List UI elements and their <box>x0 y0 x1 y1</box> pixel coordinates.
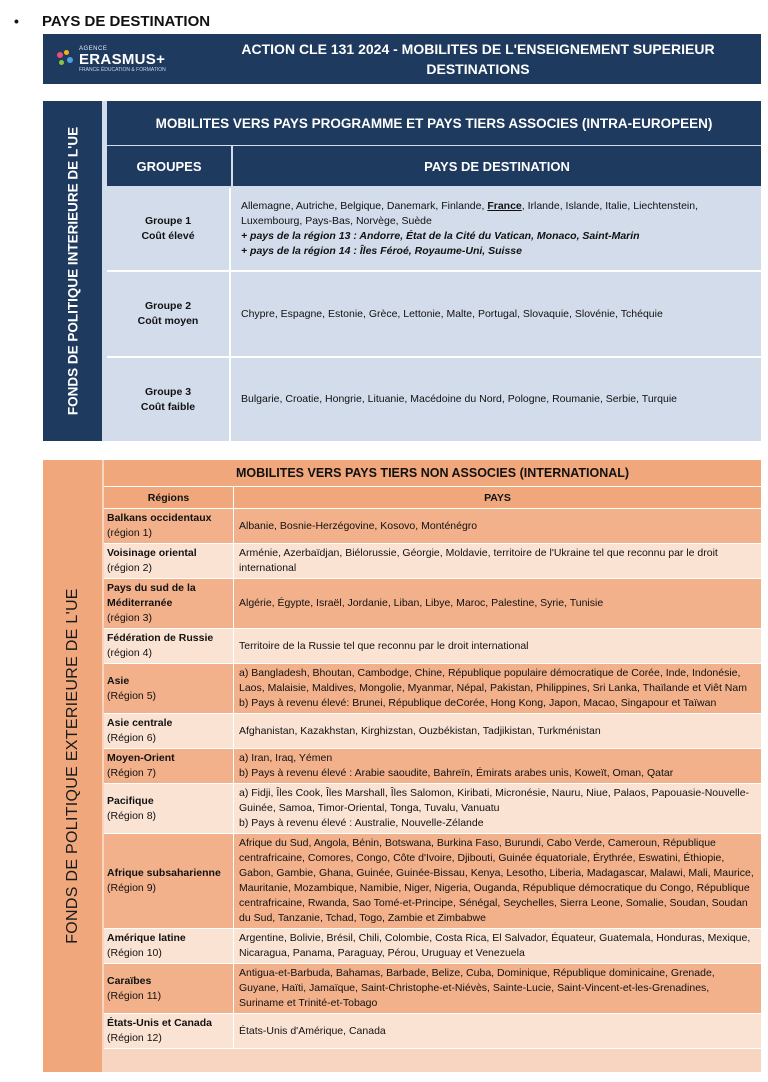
section-heading-text: PAYS DE DESTINATION <box>42 12 211 30</box>
region-countries-cell <box>234 664 761 713</box>
external-policy-side-label: FONDS DE POLITIQUE EXTERIEURE DE L'UE <box>63 588 81 944</box>
region-cell <box>104 544 234 578</box>
group-row <box>107 272 761 358</box>
region-name: États-Unis et Canada <box>107 1017 213 1029</box>
region-row <box>104 714 761 749</box>
region-countries-cell <box>234 714 761 748</box>
region-name: Moyen-Orient <box>107 752 175 764</box>
region-countries: Argentine, Bolivie, Brésil, Chili, Colombie, Costa Rica, El Salvador, Équateur, Guatemala, Honduras, Mexique, Nicaragua, Panama, Paraguay, Pérou, Uruguay et Venezuela <box>239 932 751 959</box>
regions-column-header: Régions <box>104 487 234 508</box>
groups-column-header: GROUPES <box>107 146 231 186</box>
group-cost: Coût faible <box>140 400 196 413</box>
region-countries: b) Pays à revenu élevé: Brunei, République deCorée, Hong Kong, Japon, Macao, Singapour et Taïwan <box>239 697 717 709</box>
region-countries-cell <box>234 929 761 963</box>
region-number: (Région 10) <box>107 947 162 959</box>
international-table <box>104 460 761 1049</box>
banner-title-line2: DESTINATIONS <box>426 61 530 77</box>
region-number: (région 3) <box>107 612 152 624</box>
region-countries-cell <box>234 509 761 543</box>
region-number: (Région 8) <box>107 809 157 822</box>
region-name: Caraïbes <box>107 974 152 987</box>
region-row <box>104 629 761 664</box>
group-cell <box>107 188 231 270</box>
region-countries: Afghanistan, Kazakhstan, Kirghizstan, Ouzbékistan, Tadjikistan, Turkménistan <box>239 724 601 737</box>
region-cell <box>104 664 234 713</box>
intra-european-title: MOBILITES VERS PAYS PROGRAMME ET PAYS TIERS ASSOCIES (INTRA-EUROPEEN) <box>107 101 761 145</box>
region-countries-cell <box>234 544 761 578</box>
region-cell <box>104 509 234 543</box>
region-countries: Antigua-et-Barbuda, Bahamas, Barbade, Belize, Cuba, Dominique, République dominicaine, Grenade, Guyane, Haïti, Jamaïque, Saint-Christophe-et-Niévès, Sainte-Lucie, Saint-Vincent-et-les-Grenadines, Suriname et Trinité-et-Tobago <box>239 967 715 1009</box>
internal-policy-side-bar <box>43 101 102 441</box>
logo-sub-text: FRANCE ÉDUCATION & FORMATION <box>79 66 166 73</box>
banner-title <box>203 39 761 79</box>
region-countries: a) Fidji, Îles Cook, Îles Marshall, Îles Salomon, Kiribati, Micronésie, Nauru, Niue, Palaos, Papouasie-Nouvelle-Guinée, Samoa, Timor-Oriental, Tonga, Tuvalu, Vanuatu <box>239 787 750 814</box>
region-name: Fédération de Russie <box>107 632 214 644</box>
international-header-row <box>104 487 761 509</box>
region-row <box>104 964 761 1014</box>
region-14-note: + pays de la région 14 : Îles Féroé, Royaume-Uni, Suisse <box>241 245 522 257</box>
region-countries-cell <box>234 784 761 833</box>
group-cell <box>107 272 231 356</box>
region-cell <box>104 929 234 963</box>
group-countries: Bulgarie, Croatie, Hongrie, Lituanie, Macédoine du Nord, Pologne, Roumanie, Serbie, Turquie <box>241 393 678 405</box>
countries-cell <box>231 272 761 356</box>
region-row <box>104 664 761 714</box>
group-countries: Chypre, Espagne, Estonie, Grèce, Lettonie, Malte, Portugal, Slovaquie, Slovénie, Tchéquie <box>241 307 663 320</box>
group-row <box>107 188 761 272</box>
logo-name-text: ERASMUS+ <box>79 50 166 68</box>
group-cell <box>107 358 231 441</box>
countries-cell <box>231 358 761 441</box>
bullet: • <box>14 13 19 29</box>
region-number: (région 1) <box>107 527 152 539</box>
erasmus-star-icon <box>55 49 75 69</box>
destination-column-header: PAYS DE DESTINATION <box>233 146 761 186</box>
region-number: (Région 5) <box>107 689 157 702</box>
countries-cell <box>231 188 761 270</box>
region-countries-cell <box>234 749 761 783</box>
region-name: Pays du sud de la Méditerranée <box>107 582 196 609</box>
region-row <box>104 1014 761 1049</box>
erasmus-banner <box>43 34 761 84</box>
group-label: Groupe 1 <box>144 215 192 227</box>
region-countries: a) Bangladesh, Bhoutan, Cambodge, Chine, République populaire démocratique de Corée, Inde, Indonésie, Laos, Malaisie, Maldives, Mongolie, Myanmar, Népal, Pakistan, Philippines, Sri Lanka, Thaïlande et Viêt Nam <box>239 667 747 694</box>
region-name: Afrique subsaharienne <box>107 867 221 879</box>
group-label: Groupe 2 <box>144 300 192 312</box>
region-countries: Albanie, Bosnie-Herzégovine, Kosovo, Monténégro <box>239 519 478 532</box>
region-number: (Région 11) <box>107 989 162 1002</box>
region-countries: États-Unis d'Amérique, Canada <box>239 1024 386 1037</box>
region-row <box>104 929 761 964</box>
group-countries: Allemagne, Autriche, Belgique, Danemark, Finlande, France, Irlande, Islande, Italie, Liechtenstein, Luxembourg, Pays-Bas, Norvège, Suède <box>241 200 699 227</box>
region-number: (Région 9) <box>107 882 157 894</box>
internal-policy-section <box>43 101 761 441</box>
region-row <box>104 509 761 544</box>
region-cell <box>104 834 234 928</box>
region-name: Pacifique <box>107 794 154 807</box>
region-countries: Arménie, Azerbaïdjan, Biélorussie, Géorgie, Moldavie, territoire de l'Ukraine tel que reconnu par le droit international <box>239 547 718 574</box>
region-name: Asie centrale <box>107 717 173 729</box>
external-policy-section <box>43 460 761 1072</box>
erasmus-logo <box>43 34 203 84</box>
region-number: (région 4) <box>107 647 152 659</box>
region-cell <box>104 749 234 783</box>
region-name: Asie <box>107 674 130 687</box>
region-countries: a) Iran, Iraq, Yémen <box>239 752 333 764</box>
international-title: MOBILITES VERS PAYS TIERS NON ASSOCIES (INTERNATIONAL) <box>104 460 761 487</box>
countries-column-header: PAYS <box>484 491 511 504</box>
group-cost: Coût élevé <box>141 230 195 242</box>
region-countries-cell <box>234 1014 761 1048</box>
region-cell <box>104 714 234 748</box>
region-name: Balkans occidentaux <box>107 512 212 524</box>
external-policy-side-bar <box>43 460 102 1072</box>
region-countries: b) Pays à revenu élevé : Arabie saoudite, Bahreïn, Émirats arabes unis, Koweït, Oman, Qatar <box>239 767 674 779</box>
region-countries: Territoire de la Russie tel que reconnu par le droit international <box>239 639 529 652</box>
region-number: (région 2) <box>107 562 152 574</box>
region-cell <box>104 784 234 833</box>
region-row <box>104 544 761 579</box>
logo-agency-text: AGENCE <box>79 45 108 52</box>
region-row <box>104 834 761 929</box>
group-row <box>107 358 761 441</box>
region-cell <box>104 964 234 1013</box>
section-heading <box>14 8 210 34</box>
region-13-note: + pays de la région 13 : Andorre, État de la Cité du Vatican, Monaco, Saint-Marin <box>241 230 640 242</box>
region-cell <box>104 1014 234 1048</box>
region-cell <box>104 629 234 663</box>
region-countries: Afrique du Sud, Angola, Bénin, Botswana, Burkina Faso, Burundi, Cabo Verde, Cameroun, République centrafricaine, Comores, Congo, Côte d'Ivoire, Djibouti, Guinée équatoriale, Érythrée, Eswatini, Éthiopie, Gabon, Gambie, Ghana, Guinée, Guinée-Bissau, Kenya, Lesotho, Liberia, Madagascar, Malawi, Mali, Maurice, Mauritanie, Mozambique, Namibie, Niger, Nigeria, Ouganda, République démocratique du Congo, République centrafricaine, Rwanda, Sao Tomé-et-Principe, Sénégal, Seychelles, Sierra Leone, Somalie, Soudan, Soudan du Sud, Tanzanie, Tchad, Togo, Zambie et Zimbabwe <box>239 837 754 924</box>
group-label: Groupe 3 <box>144 385 192 398</box>
region-cell <box>104 579 234 628</box>
region-number: (Région 7) <box>107 767 157 779</box>
region-countries-cell <box>234 834 761 928</box>
region-name: Voisinage oriental <box>107 547 197 559</box>
region-countries: Algérie, Égypte, Israël, Jordanie, Liban, Libye, Maroc, Palestine, Syrie, Tunisie <box>239 597 604 609</box>
france-highlight: France <box>487 200 522 212</box>
region-number: (Région 6) <box>107 732 157 744</box>
region-row <box>104 579 761 629</box>
region-name: Amérique latine <box>107 932 186 944</box>
region-rows <box>104 509 761 1049</box>
group-cost: Coût moyen <box>137 315 199 327</box>
banner-title-line1: ACTION CLE 131 2024 - MOBILITES DE L'ENSEIGNEMENT SUPERIEUR <box>241 41 715 57</box>
region-countries-cell <box>234 629 761 663</box>
region-number: (Région 12) <box>107 1032 162 1044</box>
region-countries-cell <box>234 579 761 628</box>
internal-policy-side-label: FONDS DE POLITIQUE INTERIEURE DE L'UE <box>65 126 80 416</box>
region-countries: b) Pays à revenu élevé : Australie, Nouvelle-Zélande <box>239 817 484 829</box>
region-countries-cell <box>234 964 761 1013</box>
region-row <box>104 784 761 834</box>
region-row <box>104 749 761 784</box>
